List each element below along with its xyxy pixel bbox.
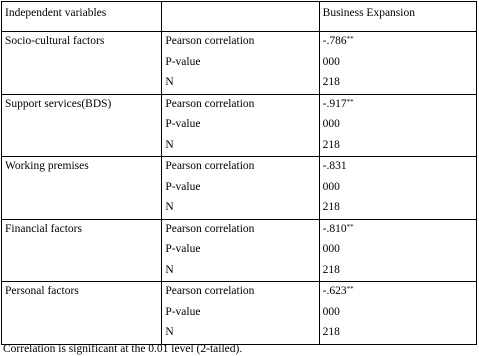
- pearson-number: -.810: [322, 222, 347, 235]
- statistic-cell: [162, 94, 319, 157]
- pearson-value: [320, 157, 476, 178]
- header-dependent-label: Business Expansion: [322, 7, 415, 19]
- variable-name: Socio-cultural factors: [5, 35, 105, 47]
- table-row: [2, 282, 477, 345]
- n-value: 218: [322, 326, 340, 338]
- table-row: [2, 94, 477, 157]
- table-row: [2, 157, 477, 220]
- value-cell: [319, 94, 476, 157]
- stat-label-pvalue: P-value: [165, 305, 201, 318]
- statistic-cell: [162, 219, 319, 282]
- value-cell: [319, 282, 476, 345]
- variable-cell: [2, 94, 162, 157]
- stat-label-n: N: [165, 263, 174, 276]
- header-independent-variables: [2, 2, 162, 32]
- pearson-number: -.831: [322, 160, 347, 172]
- stat-label-pvalue: P-value: [165, 118, 201, 130]
- pearson-value: [320, 95, 476, 116]
- statistic-cell: [162, 32, 319, 95]
- statistic-cell: [162, 157, 319, 220]
- variable-name: Support services(BDS): [5, 97, 112, 110]
- n-value: 218: [322, 263, 340, 276]
- table-footnote: Correlation is significant at the 0.01 level (2-tailed).: [3, 343, 243, 355]
- pearson-number: -.623: [322, 285, 347, 297]
- p-value: 000: [322, 243, 340, 255]
- header-business-expansion: [319, 2, 476, 32]
- value-cell: [319, 157, 476, 220]
- header-statistic-label: [162, 2, 318, 6]
- stat-label-pearson: Pearson correlation: [165, 160, 255, 172]
- value-cell: [319, 32, 476, 95]
- significance-marker: **: [346, 97, 354, 106]
- stat-label-n: N: [165, 326, 174, 338]
- pearson-number: -.917: [322, 97, 347, 110]
- pearson-value: [320, 32, 476, 53]
- stat-label-pearson: Pearson correlation: [165, 97, 255, 110]
- n-value: 218: [322, 76, 340, 88]
- significance-marker: **: [346, 285, 354, 293]
- variable-cell: [2, 282, 162, 345]
- p-value: 000: [322, 118, 340, 130]
- p-value: 000: [322, 180, 340, 193]
- stat-label-pvalue: P-value: [165, 243, 201, 255]
- table-row: [2, 32, 477, 95]
- stat-label-n: N: [165, 201, 174, 213]
- table-header-row: [2, 2, 477, 32]
- correlation-table: [1, 1, 477, 345]
- n-value: 218: [322, 138, 340, 151]
- header-variables-label: Independent variables: [5, 7, 107, 19]
- stat-label-pearson: Pearson correlation: [165, 285, 255, 297]
- variable-cell: [2, 219, 162, 282]
- stat-label-pvalue: P-value: [165, 180, 201, 193]
- statistic-cell: [162, 282, 319, 345]
- pearson-value: [320, 220, 476, 241]
- significance-marker: **: [346, 222, 354, 231]
- table-row: [2, 219, 477, 282]
- header-statistic: [162, 2, 319, 32]
- stat-label-pearson: Pearson correlation: [165, 35, 255, 47]
- significance-marker: **: [346, 35, 354, 43]
- p-value: 000: [322, 55, 340, 68]
- pearson-number: -.786: [322, 35, 347, 47]
- pearson-value: [320, 282, 476, 303]
- variable-cell: [2, 32, 162, 95]
- n-value: 218: [322, 201, 340, 213]
- variable-name: Financial factors: [5, 222, 82, 235]
- stat-label-n: N: [165, 138, 174, 151]
- variable-cell: [2, 157, 162, 220]
- stat-label-n: N: [165, 76, 174, 88]
- stat-label-pvalue: P-value: [165, 55, 201, 68]
- p-value: 000: [322, 305, 340, 318]
- variable-name: Working premises: [5, 160, 89, 172]
- value-cell: [319, 219, 476, 282]
- variable-name: Personal factors: [5, 285, 79, 297]
- stat-label-pearson: Pearson correlation: [165, 222, 255, 235]
